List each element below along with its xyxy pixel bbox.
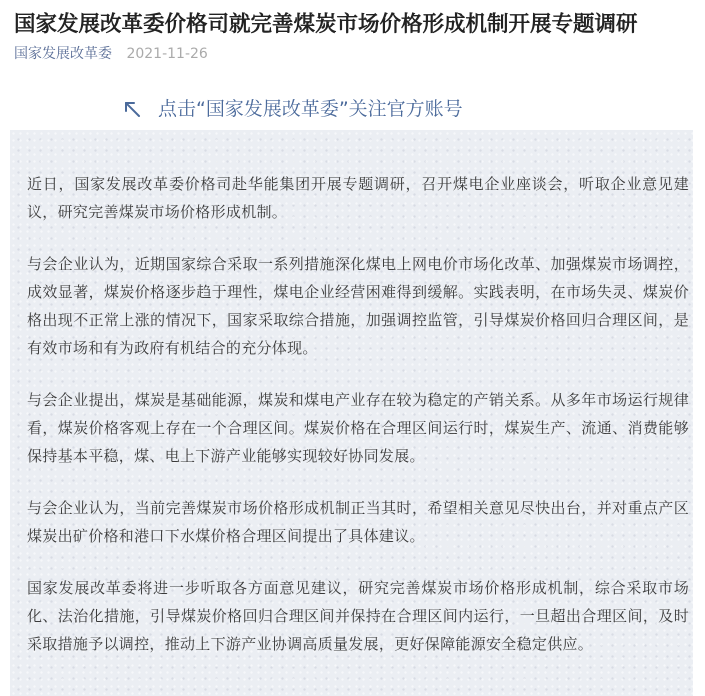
- follow-text[interactable]: 点击“国家发展改革委”关注官方账号: [158, 98, 463, 120]
- paragraph-1: 近日，国家发展改革委价格司赴华能集团开展专题调研，召开煤电企业座谈会，听取企业意见建议，研究完善煤炭市场价格形成机制。: [27, 175, 689, 221]
- article-meta: [14, 44, 208, 64]
- article-source-link[interactable]: 国家发展改革委: [14, 46, 112, 62]
- paragraph-3: 与会企业提出，煤炭是基础能源，煤炭和煤电产业存在较为稳定的产销关系。从多年市场运行规律看，煤炭价格客观上存在一个合理区间。煤炭价格在合理区间运行时，煤炭生产、流通、消费能够保持基本平稳，煤、电上下游产业能够实现较好协同发展。: [27, 391, 689, 465]
- arrow-up-left-icon: [122, 99, 142, 119]
- paragraph-4: 与会企业认为，当前完善煤炭市场价格形成机制正当其时，希望相关意见尽快出台，并对重点产区煤炭出矿价格和港口下水煤价格合理区间提出了具体建议。: [27, 499, 689, 545]
- article-date: 2021-11-26: [126, 46, 208, 62]
- paragraph-2: 与会企业认为，近期国家综合采取一系列措施深化煤电上网电价市场化改革、加强煤炭市场调控，成效显著，煤炭价格逐步趋于理性，煤电企业经营困难得到缓解。实践表明，在市场失灵、煤炭价格出现不正常上涨的情况下，国家采取综合措施，加强调控监管，引导煤炭价格回归合理区间，是有效市场和有为政府有机结合的充分体现。: [27, 255, 689, 357]
- article-title: 国家发展改革委价格司就完善煤炭市场价格形成机制开展专题调研: [14, 12, 638, 37]
- paragraph-5: 国家发展改革委将进一步听取各方面意见建议，研究完善煤炭市场价格形成机制，综合采取市场化、法治化措施，引导煤炭价格回归合理区间并保持在合理区间内运行，一旦超出合理区间，及时采取措施予以调控，推动上下游产业协调高质量发展，更好保障能源安全稳定供应。: [27, 579, 689, 653]
- follow-banner[interactable]: [122, 95, 463, 123]
- article-body: [10, 130, 693, 696]
